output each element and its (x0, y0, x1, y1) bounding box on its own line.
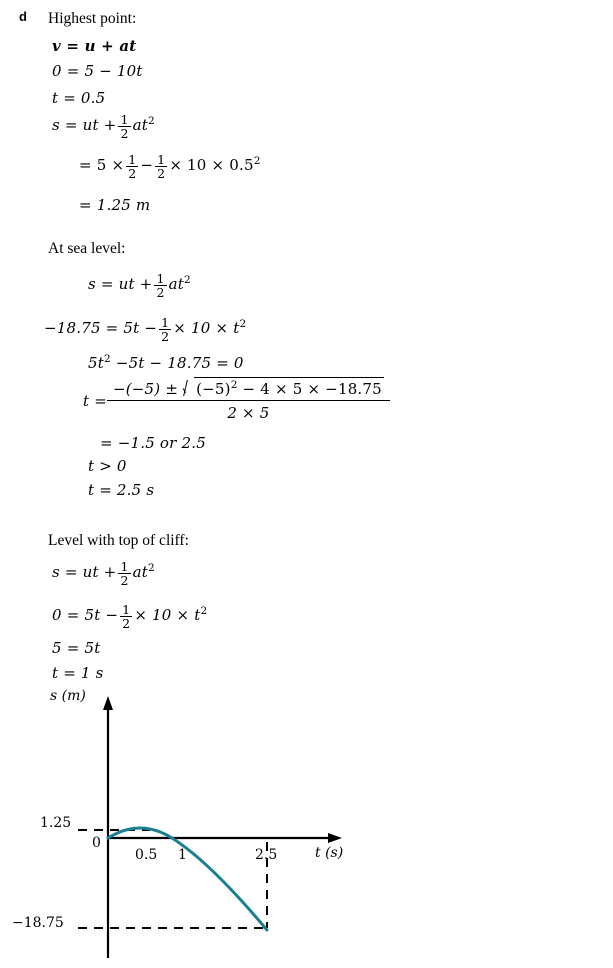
x-tick-1: 1 (178, 847, 187, 863)
equation-sea-s-eq-ut-plus-half-at2: s = ut + $\frac{1}{2}$ $at^2$ (88, 271, 191, 301)
x-tick-0-5: 0.5 (135, 847, 158, 863)
equation-sea-substituted: −18.75 = 5t − $\frac{1}{2}$ × $10 \times t^2$ (44, 315, 247, 345)
result-t-sea-level: t = 2.5 s (88, 481, 155, 499)
y-axis-label: s (m) (50, 688, 86, 704)
square-root: $(-5)^2 - 4 \times 5 \times -18.75$ (183, 377, 384, 398)
condition-t-positive: t > 0 (88, 457, 127, 475)
y-tick-minus-18-75: −18.75 (12, 915, 64, 931)
heading-level-with-top-of-cliff: Level with top of cliff: (48, 532, 189, 549)
displacement-time-graph (12, 688, 410, 960)
equation-zero-eq-five-minus-ten-t: 0 = 5 − 10t (52, 62, 143, 80)
y-tick-1-25: 1.25 (40, 815, 72, 831)
y-axis-arrow (103, 696, 113, 710)
result-t-values: = −1.5 or 2.5 (100, 434, 206, 452)
equation-v-eq-u-plus-at: v = u + at (52, 37, 137, 55)
equation-quadratic-standard-form: $5t^2 -5t - 18.75 = 0$ (88, 353, 244, 372)
equation-substituted-values: = 5 × $\frac{1}{2}$ − $\frac{1}{2}$ × $10 \times 0.5^2$ (79, 152, 261, 182)
quadratic-numerator: $-(-5) \pm (-5)^2 - 4 \times 5 \times -18.75$ (112, 379, 382, 398)
equation-cliff-s-eq-ut-plus-half-at2: s = ut + $\frac{1}{2}$ $at^2$ (52, 559, 155, 589)
result-highest-point: = 1.25 m (79, 196, 151, 214)
heading-at-sea-level: At sea level: (48, 240, 126, 257)
y-tick-0: 0 (92, 835, 101, 851)
x-tick-2-5: 2.5 (255, 847, 278, 863)
graph-svg (30, 690, 410, 960)
x-axis-arrow (328, 833, 342, 843)
equation-cliff-substituted: 0 = 5t − $\frac{1}{2}$ × $10 \times t^2$ (52, 602, 208, 632)
equation-t-eq-half: t = 0.5 (52, 89, 106, 107)
quadratic-denominator: 2 × 5 (107, 400, 390, 422)
equation-s-eq-ut-plus-half-at2: s = ut + $\frac{1}{2}$ $at^2$ (52, 112, 155, 142)
heading-highest-point: Highest point: (48, 10, 137, 27)
result-t-cliff: t = 1 s (52, 664, 104, 682)
equation-five-eq-five-t: 5 = 5t (52, 639, 101, 657)
displacement-curve (108, 828, 267, 930)
equation-quadratic-formula: t = $\frac{-(-5) \pm (-5)^2 - 4 \times 5 \times -18.75}{2 \times 5}$ (83, 377, 390, 422)
quadratic-fraction (107, 377, 390, 422)
question-marker: d (19, 9, 27, 24)
x-axis-label: t (s) (315, 845, 344, 861)
